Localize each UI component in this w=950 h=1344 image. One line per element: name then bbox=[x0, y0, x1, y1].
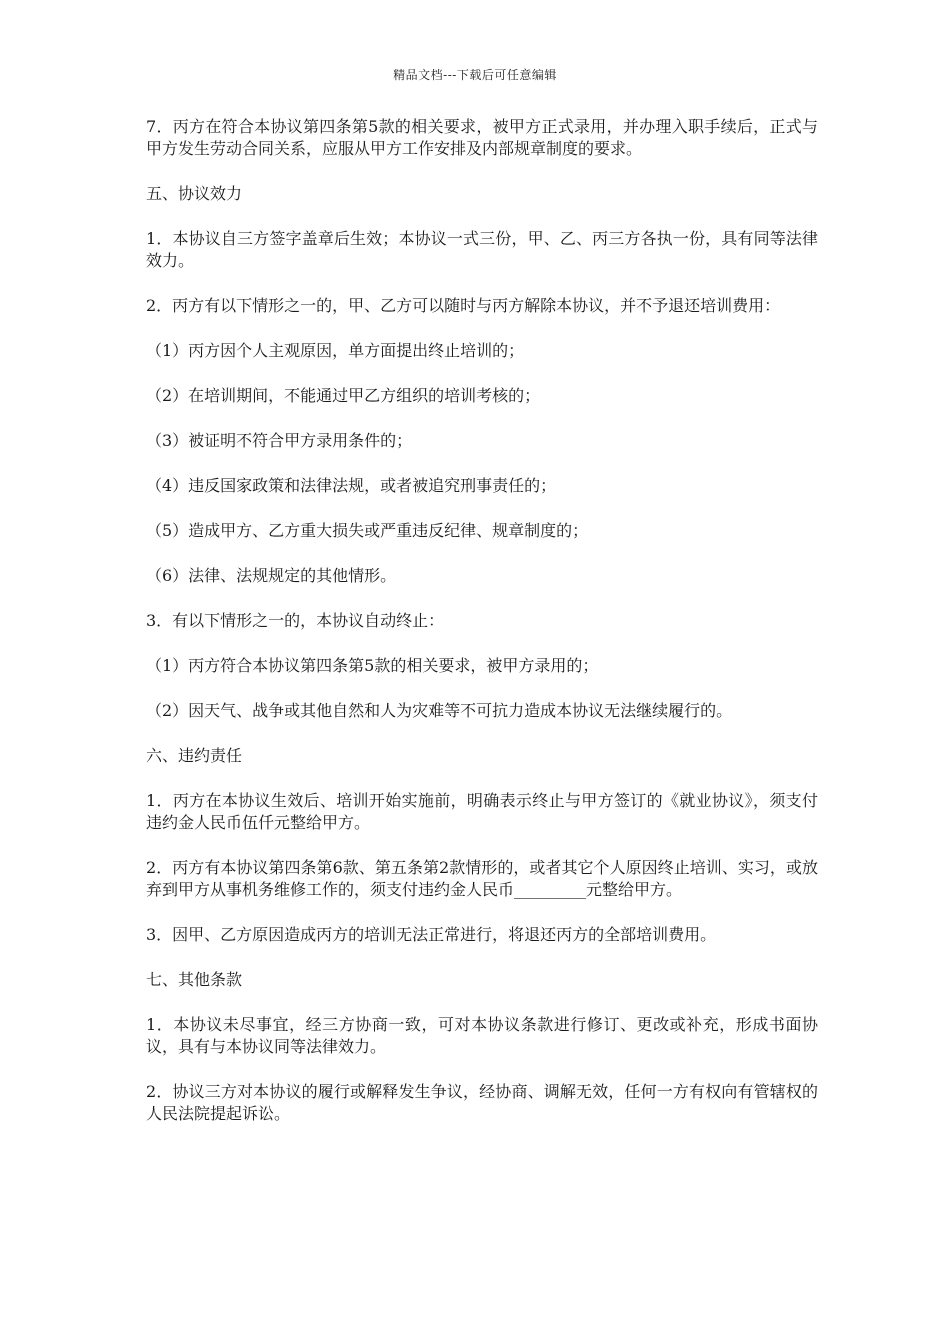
sub-clause: （1）丙方因个人主观原因，单方面提出终止培训的； bbox=[146, 341, 525, 360]
sub-clause: （4）违反国家政策和法律法规，或者被追究刑事责任的； bbox=[146, 476, 557, 495]
section-heading: 七、其他条款 bbox=[146, 970, 243, 989]
clause-paragraph: 7．丙方在符合本协议第四条第5款的相关要求，被甲方正式录用，并办理入职手续后，正式与甲方发生劳动合同关系，应服从甲方工作安排及内部规章制度的要求。 bbox=[146, 117, 818, 158]
clause-paragraph: 2．丙方有本协议第四条第6款、第五条第2款情形的，或者其它个人原因终止培训、实习，或放弃到甲方从事机务维修工作的，须支付违约金人民币_________元整给甲方。 bbox=[146, 858, 818, 899]
sub-clause: （1）丙方符合本协议第四条第5款的相关要求，被甲方录用的； bbox=[146, 656, 599, 675]
sub-clause: （3）被证明不符合甲方录用条件的； bbox=[146, 431, 413, 450]
page-header: 精品文档---下载后可任意编辑 bbox=[393, 68, 557, 82]
sub-clause: （2）在培训期间，不能通过甲乙方组织的培训考核的； bbox=[146, 386, 541, 405]
clause-paragraph: 1．丙方在本协议生效后、培训开始实施前，明确表示终止与甲方签订的《就业协议》，须支付违约金人民币伍仟元整给甲方。 bbox=[146, 791, 818, 832]
sub-clause: （6）法律、法规规定的其他情形。 bbox=[146, 566, 397, 585]
sub-clause: （5）造成甲方、乙方重大损失或严重违反纪律、规章制度的； bbox=[146, 521, 589, 540]
clause-paragraph: 1．本协议未尽事宜，经三方协商一致，可对本协议条款进行修订、更改或补充，形成书面协议，具有与本协议同等法律效力。 bbox=[146, 1015, 818, 1056]
clause-paragraph: 2．协议三方对本协议的履行或解释发生争议，经协商、调解无效，任何一方有权向有管辖权的人民法院提起诉讼。 bbox=[146, 1082, 818, 1123]
sub-clause: （2）因天气、战争或其他自然和人为灾难等不可抗力造成本协议无法继续履行的。 bbox=[146, 701, 733, 720]
section-heading: 六、违约责任 bbox=[146, 746, 243, 765]
section-heading: 五、协议效力 bbox=[146, 184, 243, 203]
clause-paragraph: 2．丙方有以下情形之一的，甲、乙方可以随时与丙方解除本协议，并不予退还培训费用： bbox=[146, 296, 781, 315]
clause-paragraph: 1．本协议自三方签字盖章后生效；本协议一式三份，甲、乙、丙三方各执一份，具有同等法律效力。 bbox=[146, 229, 818, 270]
clause-paragraph: 3．因甲、乙方原因造成丙方的培训无法正常进行，将退还丙方的全部培训费用。 bbox=[146, 925, 717, 944]
clause-paragraph: 3．有以下情形之一的，本协议自动终止： bbox=[146, 611, 445, 630]
document-body bbox=[146, 116, 818, 1148]
